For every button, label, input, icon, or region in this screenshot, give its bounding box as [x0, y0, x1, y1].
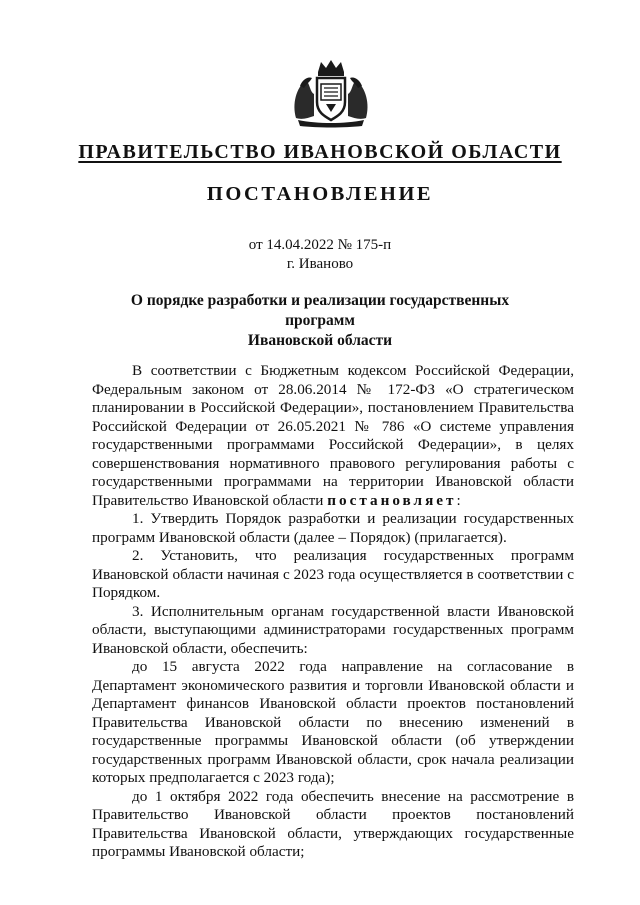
decree-colon: :	[456, 491, 461, 509]
preamble-text: В соответствии с Бюджетным кодексом Российской Федерации, Федеральным законом от 28.06.2014 № 172-ФЗ «О стратегическом планировании в Российской Федерации», постановлением Правительства Российской Федерации от 26.05.2021 № 786 «О системе управления государственными программами Российской Федерации», в целях совершенствования нормативного правового регулирования работы с государственными программами на территории Ивановской области Правительство Ивановской области	[92, 362, 574, 509]
subject-line-2: Ивановской области	[247, 332, 393, 349]
ivanovo-coat-of-arms-icon	[288, 58, 374, 128]
document-city: г. Иваново	[286, 256, 354, 272]
item-3b-paragraph: до 1 октября 2022 года обеспечить внесение на рассмотрение в Правительство Ивановской области проектов постановлений Правительства Ивановской области, утверждающих государственные программы Ивановской области;	[92, 787, 574, 860]
item-1-paragraph: 1. Утвердить Порядок разработки и реализации государственных программ Ивановской области (далее – Порядок) (прилагается).	[92, 510, 574, 546]
subject-line-1: О порядке разработки и реализации государственных программ	[130, 292, 510, 329]
decree-word: постановляет	[327, 491, 457, 509]
government-title: ПРАВИТЕЛЬСТВО ИВАНОВСКОЙ ОБЛАСТИ	[78, 141, 562, 163]
item-3a-paragraph: до 15 августа 2022 года направление на согласование в Департамент экономического развития и торговли Ивановской области и Департамент финансов Ивановской области проектов постановлений Правительства Ивановской области по внесению изменений в государственные программы Ивановской области (об утверждении государственных программ Ивановской области, срок начала реализации которых предполагается с 2023 года);	[92, 658, 574, 786]
preamble-paragraph	[92, 362, 574, 510]
item-3-paragraph: 3. Исполнительным органам государственной власти Ивановской области, выступающими администраторами государственных программ Ивановской области, обеспечить:	[92, 602, 574, 657]
item-2-paragraph: 2. Установить, что реализация государственных программ Ивановской области начиная с 2023 года осуществляется в соответствии с Порядком.	[92, 547, 574, 601]
document-subject	[95, 291, 545, 351]
document-date-number: от 14.04.2022 № 175-п	[248, 237, 392, 253]
document-body	[92, 362, 574, 862]
document-type-title: ПОСТАНОВЛЕНИЕ	[206, 183, 434, 205]
